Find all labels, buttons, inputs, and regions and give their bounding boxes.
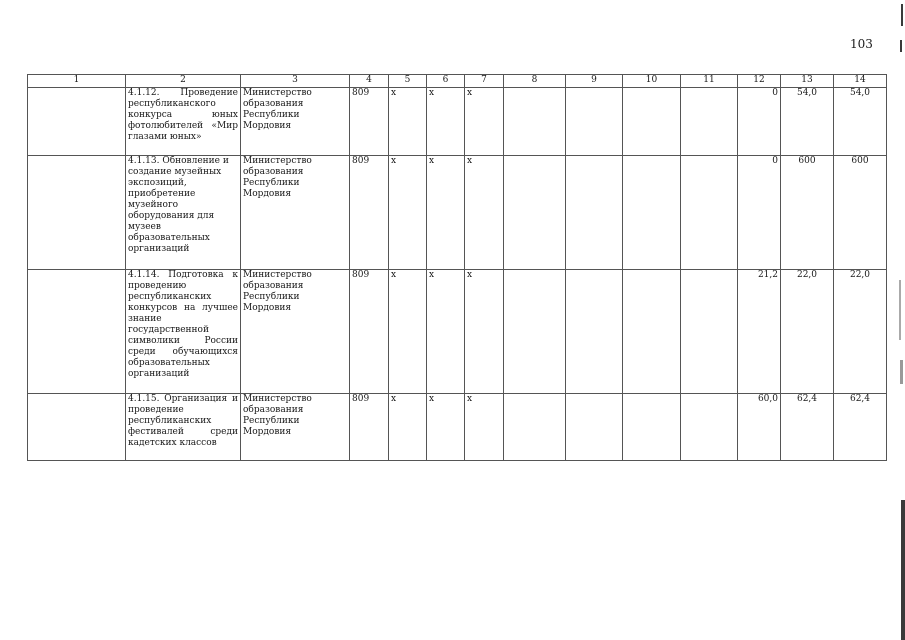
cell-activity: 4.1.14. Подготовка к проведению республиканских конкурсов на лучшее знание государственной символики России среди обучающихся образовательных организаций	[126, 270, 241, 394]
cell-x: х	[427, 394, 465, 461]
cell-code: 809	[350, 270, 389, 394]
cell-x: х	[389, 270, 427, 394]
cell-blank	[28, 88, 126, 156]
cell-value-12: 21,2	[738, 270, 781, 394]
cell-x: х	[427, 88, 465, 156]
cell-x: х	[465, 394, 504, 461]
cell-x: х	[465, 88, 504, 156]
cell-empty	[504, 156, 566, 270]
column-header: 5	[389, 75, 427, 88]
scan-speck	[899, 280, 901, 340]
cell-activity: 4.1.15. Организация и проведение республиканских фестивалей среди кадетских классов	[126, 394, 241, 461]
cell-value-14: 22,0	[834, 270, 887, 394]
column-header: 8	[504, 75, 566, 88]
scan-edge-mark	[901, 4, 903, 26]
column-header: 3	[241, 75, 350, 88]
cell-x: х	[427, 156, 465, 270]
table-row	[28, 270, 887, 394]
cell-executor: Министерство образования Республики Мордовия	[241, 156, 350, 270]
cell-empty	[623, 394, 681, 461]
table-row	[28, 88, 887, 156]
cell-x: х	[389, 156, 427, 270]
budget-table	[27, 74, 887, 461]
cell-executor: Министерство образования Республики Мордовия	[241, 270, 350, 394]
cell-empty	[681, 270, 738, 394]
cell-code: 809	[350, 88, 389, 156]
column-header: 7	[465, 75, 504, 88]
cell-code: 809	[350, 156, 389, 270]
cell-empty	[566, 270, 623, 394]
cell-empty	[681, 156, 738, 270]
cell-value-13: 600	[781, 156, 834, 270]
cell-empty	[681, 394, 738, 461]
column-header: 13	[781, 75, 834, 88]
cell-blank	[28, 156, 126, 270]
column-header: 11	[681, 75, 738, 88]
column-header: 9	[566, 75, 623, 88]
cell-value-14: 54,0	[834, 88, 887, 156]
table-row	[28, 394, 887, 461]
column-header: 6	[427, 75, 465, 88]
cell-empty	[566, 156, 623, 270]
cell-empty	[623, 270, 681, 394]
cell-executor: Министерство образования Республики Мордовия	[241, 88, 350, 156]
table-row	[28, 156, 887, 270]
cell-value-13: 54,0	[781, 88, 834, 156]
cell-x: х	[427, 270, 465, 394]
cell-blank	[28, 270, 126, 394]
column-header: 10	[623, 75, 681, 88]
cell-value-12: 0	[738, 156, 781, 270]
cell-value-13: 62,4	[781, 394, 834, 461]
page-number: 103	[850, 37, 873, 51]
cell-empty	[623, 156, 681, 270]
cell-empty	[566, 88, 623, 156]
cell-blank	[28, 394, 126, 461]
cell-empty	[504, 270, 566, 394]
cell-value-12: 60,0	[738, 394, 781, 461]
table-header-row	[28, 75, 887, 88]
column-header: 4	[350, 75, 389, 88]
column-header: 2	[126, 75, 241, 88]
column-header: 1	[28, 75, 126, 88]
column-header: 12	[738, 75, 781, 88]
cell-x: х	[389, 394, 427, 461]
scan-edge-mark	[900, 40, 902, 52]
cell-empty	[504, 394, 566, 461]
cell-code: 809	[350, 394, 389, 461]
cell-empty	[566, 394, 623, 461]
cell-empty	[681, 88, 738, 156]
cell-value-12: 0	[738, 88, 781, 156]
scan-edge-strip	[901, 500, 905, 640]
cell-activity: 4.1.12. Проведение республиканского конкурса юных фотолюбителей «Мир глазами юных»	[126, 88, 241, 156]
cell-x: х	[465, 156, 504, 270]
cell-x: х	[465, 270, 504, 394]
cell-value-14: 62,4	[834, 394, 887, 461]
column-header: 14	[834, 75, 887, 88]
cell-value-13: 22,0	[781, 270, 834, 394]
cell-empty	[623, 88, 681, 156]
cell-x: х	[389, 88, 427, 156]
cell-value-14: 600	[834, 156, 887, 270]
scan-speck	[900, 360, 903, 384]
cell-activity: 4.1.13. Обновление и создание музейных экспозиций, приобретение музейного оборудования для музеев образовательных организаций	[126, 156, 241, 270]
cell-executor: Министерство образования Республики Мордовия	[241, 394, 350, 461]
cell-empty	[504, 88, 566, 156]
